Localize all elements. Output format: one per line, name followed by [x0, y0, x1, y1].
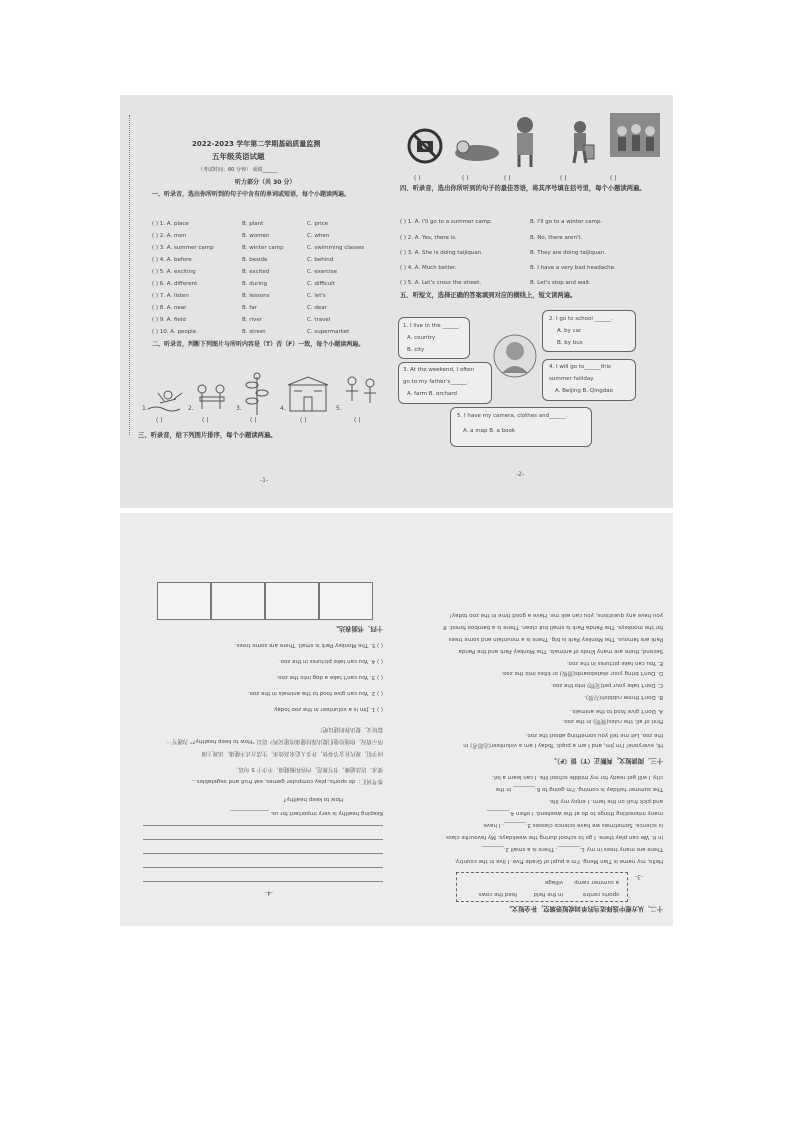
picture-group-outdoors: [610, 113, 660, 157]
answer-bubble-1: 1. I live in the ______. A. country B. city: [398, 317, 470, 359]
illustration-2: [265, 582, 319, 620]
q3-answer-3[interactable]: ( ): [504, 175, 511, 182]
picture-cartoon-figure: [512, 113, 538, 169]
q2-answer-5[interactable]: ( ): [354, 417, 361, 424]
page-number-4: -4-: [264, 889, 273, 896]
picture-kids-table: [192, 381, 232, 413]
q2-answer-2[interactable]: ( ): [202, 417, 209, 424]
exam-info: （考试时间：60 分钟） 成绩______: [198, 167, 278, 173]
q2-num-4: 4.: [280, 405, 286, 412]
exam-photo-back: [120, 513, 673, 926]
q5-title: 五、听短文，选择正确的答案填到对应的横线上，短文读两遍。: [400, 292, 577, 299]
q2-num-1: 1.: [142, 405, 148, 412]
answer-bubble-3: 3. At the weekend, I often go to my father's______. A. farm B. orchard: [398, 362, 492, 404]
binding-line: [129, 115, 130, 435]
picture-boy-swimming: [146, 385, 186, 415]
q2-answer-3[interactable]: ( ): [250, 417, 257, 424]
word-box: sports centre in the field feed the cows a summer camp village: [456, 872, 628, 902]
illustration-4: [157, 582, 211, 620]
exam-photo-front: 2022-2023 学年第二学期基础质量监测 五年级英语试题 （考试时间：60 分钟） 成绩______ 听力部分（共 30 分） 一、听录音，选出你所听到的句子中含有的单词或短语，每个小题读两遍。 ( ) 1. A. place B. plant C. price ( ) 2. A. men B. women C. when ( ) 3. A. summer camp B. winter camp C. swimming classes ( ) 4. A. before B. beside C. behind ( ) 5. A. exciting B. excited C. exercise ( ) 6. A. different B. during C. difficult ( ) 7. A. listen B. lessons C. let's ( ) 8. A. near B. far C. dear ( ) 9. A. field B. river C. travel ( ) 10. A. people B. street C. supermarket 二、听录音，判断下列图片与所听内容是（T）否（F）一致，每个小题读两遍。 1. 2. 3. 4. 5. ( ) ( ) ( ) ( ) ( ) 三、听录音，给下列图片排序，每个小题读两遍。 -1- ( ) ( ) ( ) ( ) ( ) 四、听录音，选出你所听到的句子的最佳答语，将其序号填在括号里，每个小题读两遍。 ( ) 1. A. I'll go to a summer camp. B. I'll go to a winter camp. ( ) 2. A. Yes, there is. B. No, there aren't. ( ) 3. A. She is doing taijiquan. B. They are doing taijiquan. ( ) 4. A. Much better. B. I have a very bad headache. ( ) 5. A. Let's cross the street. B. Let's stop and wait. 五、听短文，选择正确的答案填到对应的横线上，短文读两遍。 1. I live in the ______. A. country B. city 2. I go to school ______. A. by car B. by bus 3. At the weekend, I often go to my father's______. A. farm B. orchard 4. I will go to______this summer holiday. A. Beijing B. Qingdao 5. I have my camera, clothes and______. A. a map B. a book -2-: [120, 95, 673, 508]
q13-title: 十三、阅读短文，判断正（T）误（F）。: [550, 757, 663, 764]
q3-answer-1[interactable]: ( ): [414, 175, 421, 182]
q3-title: 三、听录音，给下列图片排序，每个小题读两遍。: [138, 432, 277, 439]
no-camera-sign-icon: [407, 128, 443, 164]
exam-subtitle: 五年级英语试题: [212, 152, 265, 161]
answer-bubble-4: 4. I will go to______this summer holiday. A. Beijing B. Qingdao: [542, 359, 636, 401]
picture-boy-suitcase: [564, 119, 596, 165]
q2-title: 二、听录音，判断下列图片与所听内容是（T）否（F）一致，每个小题读两遍。: [152, 341, 365, 348]
q2-num-5: 5.: [336, 405, 342, 412]
illustration-3: [211, 582, 265, 620]
q3-answer-4[interactable]: ( ): [560, 175, 567, 182]
q2-num-3: 3.: [236, 405, 242, 412]
picture-building: [286, 375, 330, 413]
q12-title: 十二、从方框中选择适当的单词或短语填空，补全短文。: [505, 905, 663, 912]
q3-answer-5[interactable]: ( ): [610, 175, 617, 182]
q2-answer-1[interactable]: ( ): [156, 417, 163, 424]
answer-bubble-2: 2. I go to school ______. A. by car B. by bus: [542, 310, 636, 352]
upside-down-sheet: 十二、从方框中选择适当的单词或短语填空，补全短文。 sports centre in the field feed the cows a summer camp village Hello, my name is Tian Meng. I'm a pupil of Grade Five. I live in the country. There are many trees in my 1.________. There is a small 2.________ in it. We can play there. I go to school during the weekdays. My favourite class is science. Sometimes we have science classes 3.________. I have many interesting things to do at the weekend. I often 4.________ and pick fruit on the farm. I enjoy my life. The summer holiday is coming. I'm going to 6.________ in the city. I will get ready for my middle school life. I can learn a lot. 十三、阅读短文，判断正（T）误（F）。 Hi, everyone! I'm Jim, and I am a pupil. Today I am a volunteer(志愿者) in the zoo. Let me tell you something about the zoo. First of all, the rules(规则) in the zoo. A. Don't give food to the animals. B. Don't throw rubbish(垃圾). C. Don't take your pet(宠物) into the zoo. D. Don't bring your skateboards(滑板) or kites into the zoo. E. You can take pictures in the zoo. Second, there are many kinds of animals. The Monkey Park and the Panda Park are famous. The Monkey Park is big. There is a mountain and some trees for the monkeys. The Panda Park is small but clean. There is a bamboo forest. If you have any questions, you can ask me. Have a good time in the zoo today! ( ) 1. Jim is a volunteer in the zoo today. ( ) 2. You can give food to the animals in the zoo. ( ) 3. You can't take a dog into the zoo. ( ) 4. You can take pictures in the zoo. ( ) 5. The Monkey Park is small. There are some trees. 十四、书面表达。 同学们，现代社会节奏快，许多人追求高效率，生活方式不健康，出现上图 所示情况。你能给他们提出保持健康的建议吗？请以 "How to keep healthy?" 为题写一 篇短文，提出你的建议吧！ 要求：语法通顺，书写规范，内容积极健康，不少于 5 句话。 参考词汇：do sports, play computer games, eat fruit and vegetables... How to keep healthy? Keeping healthy is very important for us. ______________ -3- -4-: [120, 513, 673, 926]
picture-sleeping: [453, 135, 501, 163]
q3-answer-2[interactable]: ( ): [462, 175, 469, 182]
q2-answer-4[interactable]: ( ): [300, 417, 307, 424]
picture-people: [342, 373, 380, 413]
illustration-1: [319, 582, 373, 620]
q14-title: 十四、书面表达。: [332, 625, 383, 632]
q4-title: 四、听录音，选出你所听到的句子的最佳答语，将其序号填在括号里，每个小题读两遍。: [400, 185, 646, 192]
page-number-2: -2-: [516, 471, 525, 478]
picture-plant: [242, 371, 272, 415]
q1-title: 一、听录音，选出你所听到的句子中含有的单词或短语，每个小题读两遍。: [152, 191, 351, 198]
answer-bubble-5: 5. I have my camera, clothes and______. A. a map B. a book: [450, 407, 592, 447]
page-number-3: -3-: [634, 873, 643, 880]
page-number-1: -1-: [260, 477, 269, 484]
q2-num-2: 2.: [188, 405, 194, 412]
girl-avatar-icon: [492, 333, 538, 379]
exam-title: 2022-2023 学年第二学期基础质量监测: [192, 140, 321, 148]
listening-header: 听力部分（共 30 分）: [235, 179, 296, 186]
